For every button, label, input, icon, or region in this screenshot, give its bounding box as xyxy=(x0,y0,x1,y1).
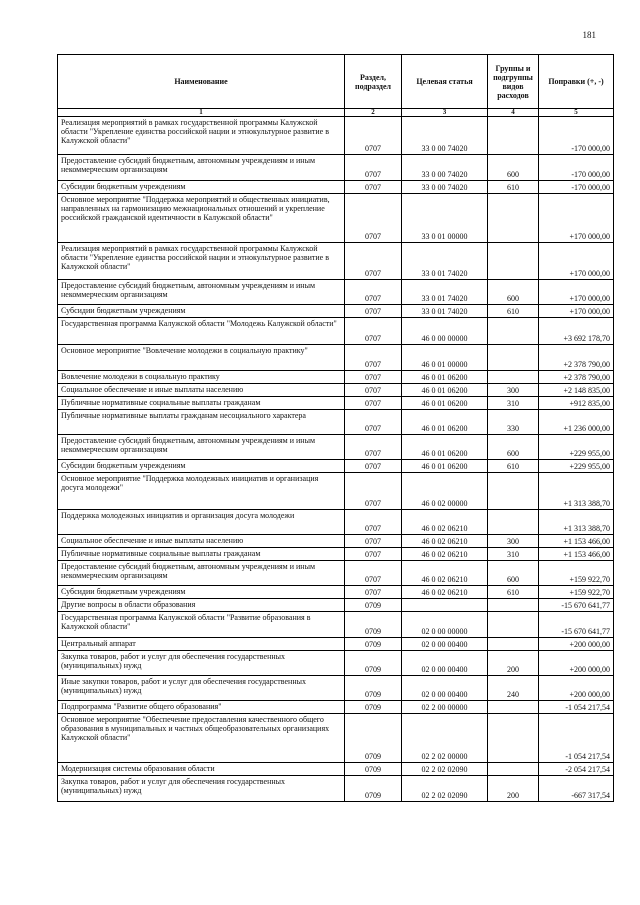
row-section: 0707 xyxy=(345,318,402,345)
row-amendment-amount: +2 378 790,00 xyxy=(539,345,614,371)
row-amendment-amount: -170 000,00 xyxy=(539,117,614,155)
row-target-article: 46 0 01 06200 xyxy=(402,384,488,397)
row-name: Центральный аппарат xyxy=(58,638,345,651)
row-amendment-amount: +170 000,00 xyxy=(539,243,614,280)
table-row xyxy=(58,638,614,651)
row-amendment-amount: +1 313 388,70 xyxy=(539,510,614,535)
row-section: 0707 xyxy=(345,117,402,155)
row-name: Реализация мероприятий в рамках государственной программы Калужской области "Укрепление единства российской нации и этнокультурное развитие в Калужской области" xyxy=(58,243,345,280)
row-expense-group xyxy=(488,612,539,638)
table-row xyxy=(58,460,614,473)
row-expense-group xyxy=(488,318,539,345)
row-amendment-amount: -2 054 217,54 xyxy=(539,763,614,776)
row-name: Основное мероприятие "Вовлечение молодежи в социальную практику" xyxy=(58,345,345,371)
row-expense-group xyxy=(488,510,539,535)
row-expense-group: 600 xyxy=(488,435,539,460)
row-expense-group: 600 xyxy=(488,280,539,305)
row-name: Публичные нормативные социальные выплаты гражданам xyxy=(58,397,345,410)
row-name: Реализация мероприятий в рамках государственной программы Калужской области "Укрепление единства российской нации и этнокультурное развитие в Калужской области" xyxy=(58,117,345,155)
row-amendment-amount: +1 236 000,00 xyxy=(539,410,614,435)
row-amendment-amount: +3 692 178,70 xyxy=(539,318,614,345)
row-target-article: 33 0 00 74020 xyxy=(402,117,488,155)
row-expense-group: 300 xyxy=(488,384,539,397)
row-name: Подпрограмма "Развитие общего образования" xyxy=(58,701,345,714)
row-name: Вовлечение молодежи в социальную практику xyxy=(58,371,345,384)
row-target-article: 02 2 02 00000 xyxy=(402,714,488,763)
table-row xyxy=(58,586,614,599)
row-expense-group xyxy=(488,194,539,243)
row-expense-group: 600 xyxy=(488,155,539,181)
row-target-article: 46 0 01 06200 xyxy=(402,410,488,435)
table-row xyxy=(58,473,614,510)
row-target-article: 33 0 01 74020 xyxy=(402,280,488,305)
table-row xyxy=(58,548,614,561)
table-row xyxy=(58,714,614,763)
row-name: Государственная программа Калужской области "Молодежь Калужской области" xyxy=(58,318,345,345)
row-name: Иные закупки товаров, работ и услуг для обеспечения государственных (муниципальных) нужд xyxy=(58,676,345,701)
row-expense-group: 200 xyxy=(488,776,539,802)
table-row xyxy=(58,384,614,397)
row-name: Основное мероприятие "Поддержка мероприятий и общественных инициатив, направленных на гармонизацию межнациональных отношений и укрепление российской гражданской идентичности в Калужской области" xyxy=(58,194,345,243)
row-amendment-amount: +1 153 466,00 xyxy=(539,548,614,561)
row-amendment-amount: -667 317,54 xyxy=(539,776,614,802)
table-row xyxy=(58,676,614,701)
row-section: 0709 xyxy=(345,676,402,701)
row-target-article: 46 0 02 06210 xyxy=(402,510,488,535)
row-amendment-amount: +170 000,00 xyxy=(539,280,614,305)
row-section: 0707 xyxy=(345,181,402,194)
row-target-article: 02 0 00 00400 xyxy=(402,651,488,676)
row-target-article: 02 0 00 00000 xyxy=(402,612,488,638)
row-amendment-amount: +229 955,00 xyxy=(539,435,614,460)
row-amendment-amount: +170 000,00 xyxy=(539,305,614,318)
header-target-article: Целевая статья xyxy=(402,55,488,109)
row-amendment-amount: +229 955,00 xyxy=(539,460,614,473)
row-target-article: 02 2 00 00000 xyxy=(402,701,488,714)
row-target-article: 46 0 01 06200 xyxy=(402,435,488,460)
row-section: 0707 xyxy=(345,561,402,586)
row-name: Субсидии бюджетным учреждениям xyxy=(58,305,345,318)
table-row xyxy=(58,561,614,586)
row-target-article: 02 2 02 02090 xyxy=(402,763,488,776)
column-number: 5 xyxy=(539,109,614,117)
table-row xyxy=(58,243,614,280)
row-name: Основное мероприятие "Поддержка молодежных инициатив и организация досуга молодежи" xyxy=(58,473,345,510)
header-name: Наименование xyxy=(58,55,345,109)
row-target-article: 02 2 02 02090 xyxy=(402,776,488,802)
row-target-article: 02 0 00 00400 xyxy=(402,676,488,701)
table-row xyxy=(58,535,614,548)
row-section: 0707 xyxy=(345,345,402,371)
row-expense-group xyxy=(488,714,539,763)
table-row xyxy=(58,280,614,305)
row-expense-group: 610 xyxy=(488,460,539,473)
row-expense-group xyxy=(488,345,539,371)
row-name: Социальное обеспечение и иные выплаты населению xyxy=(58,384,345,397)
row-expense-group: 310 xyxy=(488,548,539,561)
row-expense-group: 610 xyxy=(488,305,539,318)
column-number: 4 xyxy=(488,109,539,117)
table-row xyxy=(58,194,614,243)
row-amendment-amount: +200 000,00 xyxy=(539,651,614,676)
column-number: 3 xyxy=(402,109,488,117)
column-number-row xyxy=(58,109,614,117)
row-section: 0707 xyxy=(345,510,402,535)
budget-amendments-table xyxy=(57,54,614,802)
column-number: 1 xyxy=(58,109,345,117)
row-target-article: 46 0 02 06210 xyxy=(402,535,488,548)
row-amendment-amount: -1 054 217,54 xyxy=(539,714,614,763)
header-amendments: Поправки (+, -) xyxy=(539,55,614,109)
row-section: 0707 xyxy=(345,155,402,181)
header-section: Раздел, подраздел xyxy=(345,55,402,109)
row-name: Основное мероприятие "Обеспечение предоставления качественного общего образования в муниципальных и частных общеобразовательных организациях Калужской области" xyxy=(58,714,345,763)
row-amendment-amount: -170 000,00 xyxy=(539,155,614,181)
table-row xyxy=(58,599,614,612)
row-section: 0707 xyxy=(345,280,402,305)
row-section: 0709 xyxy=(345,776,402,802)
row-amendment-amount: +2 378 790,00 xyxy=(539,371,614,384)
row-expense-group: 310 xyxy=(488,397,539,410)
row-amendment-amount: +170 000,00 xyxy=(539,194,614,243)
row-name: Предоставление субсидий бюджетным, автономным учреждениям и иным некоммерческим организациям xyxy=(58,561,345,586)
row-section: 0707 xyxy=(345,384,402,397)
row-section: 0709 xyxy=(345,701,402,714)
row-expense-group: 200 xyxy=(488,651,539,676)
row-target-article: 33 0 01 00000 xyxy=(402,194,488,243)
table-row xyxy=(58,397,614,410)
page-number: 181 xyxy=(582,30,596,40)
row-name: Предоставление субсидий бюджетным, автономным учреждениям и иным некоммерческим организациям xyxy=(58,280,345,305)
table-row xyxy=(58,371,614,384)
row-amendment-amount: -1 054 217,54 xyxy=(539,701,614,714)
row-section: 0707 xyxy=(345,473,402,510)
row-target-article: 33 0 00 74020 xyxy=(402,155,488,181)
row-name: Субсидии бюджетным учреждениям xyxy=(58,181,345,194)
row-name: Предоставление субсидий бюджетным, автономным учреждениям и иным некоммерческим организациям xyxy=(58,435,345,460)
row-name: Публичные нормативные социальные выплаты гражданам xyxy=(58,548,345,561)
row-target-article: 46 0 02 06210 xyxy=(402,586,488,599)
row-expense-group xyxy=(488,473,539,510)
row-name: Модернизация системы образования области xyxy=(58,763,345,776)
table-row xyxy=(58,435,614,460)
table-row xyxy=(58,155,614,181)
row-section: 0707 xyxy=(345,305,402,318)
row-section: 0709 xyxy=(345,714,402,763)
row-name: Субсидии бюджетным учреждениям xyxy=(58,460,345,473)
row-section: 0709 xyxy=(345,638,402,651)
table-row xyxy=(58,345,614,371)
table-row xyxy=(58,181,614,194)
row-name: Закупка товаров, работ и услуг для обеспечения государственных (муниципальных) нужд xyxy=(58,776,345,802)
row-expense-group: 300 xyxy=(488,535,539,548)
row-amendment-amount: +912 835,00 xyxy=(539,397,614,410)
row-target-article xyxy=(402,599,488,612)
row-amendment-amount: -15 670 641,77 xyxy=(539,612,614,638)
table-row xyxy=(58,305,614,318)
row-name: Публичные нормативные выплаты гражданам несоциального характера xyxy=(58,410,345,435)
row-name: Субсидии бюджетным учреждениям xyxy=(58,586,345,599)
row-expense-group xyxy=(488,243,539,280)
row-name: Поддержка молодежных инициатив и организация досуга молодежи xyxy=(58,510,345,535)
row-section: 0709 xyxy=(345,651,402,676)
row-name: Государственная программа Калужской области "Развитие образования в Калужской области" xyxy=(58,612,345,638)
row-amendment-amount: +159 922,70 xyxy=(539,561,614,586)
row-section: 0707 xyxy=(345,435,402,460)
row-expense-group xyxy=(488,763,539,776)
table-row xyxy=(58,117,614,155)
row-target-article: 46 0 02 06210 xyxy=(402,561,488,586)
row-target-article: 33 0 01 74020 xyxy=(402,243,488,280)
row-target-article: 46 0 02 00000 xyxy=(402,473,488,510)
row-expense-group: 240 xyxy=(488,676,539,701)
row-section: 0707 xyxy=(345,397,402,410)
row-target-article: 46 0 01 06200 xyxy=(402,460,488,473)
row-section: 0707 xyxy=(345,548,402,561)
row-section: 0707 xyxy=(345,535,402,548)
row-expense-group xyxy=(488,371,539,384)
table-row xyxy=(58,763,614,776)
row-expense-group xyxy=(488,701,539,714)
row-section: 0707 xyxy=(345,194,402,243)
row-expense-group xyxy=(488,117,539,155)
row-name: Другие вопросы в области образования xyxy=(58,599,345,612)
row-amendment-amount: -15 670 641,77 xyxy=(539,599,614,612)
row-section: 0707 xyxy=(345,460,402,473)
row-target-article: 46 0 01 06200 xyxy=(402,397,488,410)
row-expense-group: 610 xyxy=(488,181,539,194)
row-target-article: 02 0 00 00400 xyxy=(402,638,488,651)
row-section: 0709 xyxy=(345,763,402,776)
row-expense-group: 610 xyxy=(488,586,539,599)
row-target-article: 33 0 01 74020 xyxy=(402,305,488,318)
row-expense-group: 600 xyxy=(488,561,539,586)
row-expense-group: 330 xyxy=(488,410,539,435)
header-expense-group: Группы и подгруппы видов расходов xyxy=(488,55,539,109)
table-row xyxy=(58,701,614,714)
row-section: 0707 xyxy=(345,586,402,599)
row-name: Предоставление субсидий бюджетным, автономным учреждениям и иным некоммерческим организациям xyxy=(58,155,345,181)
row-target-article: 46 0 01 00000 xyxy=(402,345,488,371)
row-target-article: 33 0 00 74020 xyxy=(402,181,488,194)
row-target-article: 46 0 01 06200 xyxy=(402,371,488,384)
row-section: 0707 xyxy=(345,410,402,435)
row-amendment-amount: -170 000,00 xyxy=(539,181,614,194)
row-section: 0709 xyxy=(345,612,402,638)
row-amendment-amount: +159 922,70 xyxy=(539,586,614,599)
row-amendment-amount: +1 153 466,00 xyxy=(539,535,614,548)
table-row xyxy=(58,651,614,676)
table-row xyxy=(58,410,614,435)
row-target-article: 46 0 02 06210 xyxy=(402,548,488,561)
row-section: 0709 xyxy=(345,599,402,612)
row-section: 0707 xyxy=(345,371,402,384)
row-name: Социальное обеспечение и иные выплаты населению xyxy=(58,535,345,548)
row-section: 0707 xyxy=(345,243,402,280)
table-row xyxy=(58,776,614,802)
row-expense-group xyxy=(488,638,539,651)
row-amendment-amount: +2 148 835,00 xyxy=(539,384,614,397)
column-number: 2 xyxy=(345,109,402,117)
table-row xyxy=(58,318,614,345)
row-amendment-amount: +200 000,00 xyxy=(539,676,614,701)
table-row xyxy=(58,612,614,638)
row-target-article: 46 0 00 00000 xyxy=(402,318,488,345)
row-amendment-amount: +200 000,00 xyxy=(539,638,614,651)
table-row xyxy=(58,510,614,535)
row-expense-group xyxy=(488,599,539,612)
row-amendment-amount: +1 313 388,70 xyxy=(539,473,614,510)
row-name: Закупка товаров, работ и услуг для обеспечения государственных (муниципальных) нужд xyxy=(58,651,345,676)
table-header-row xyxy=(58,55,614,109)
